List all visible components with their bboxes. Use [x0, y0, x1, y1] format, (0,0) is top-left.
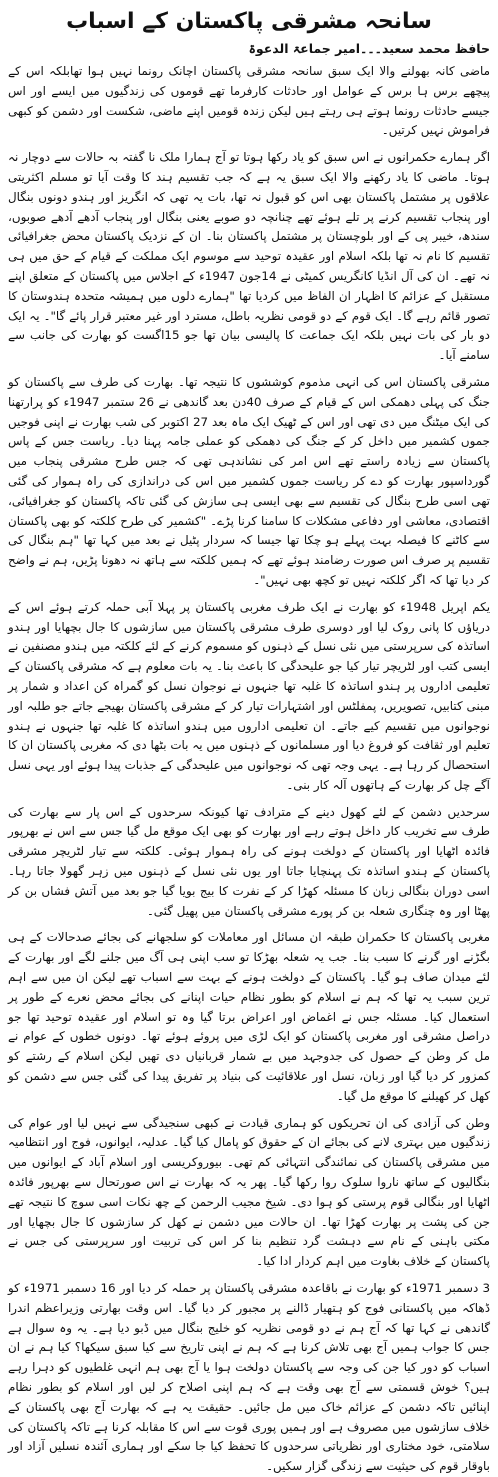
article-headline: سانحہ مشرقی پاکستان کے اسباب — [66, 9, 432, 34]
paragraph-gap — [8, 591, 490, 598]
paragraph-gap — [8, 141, 490, 148]
article-body — [7, 62, 491, 1474]
paragraph: مغربی پاکستان کا حکمران طبقہ ان مسائل اور معاملات کو سلجھانے کی بجائے صدحالات کے ہی بگڑنے اور گرنے کا سبب بنا۔ جب یہ شعلہ بھڑکا تو سب اپنی ہی آگ میں جلنے لگے اور بھارت کے لئے میدان صاف ہو گیا۔ پاکستان کے دولخت ہونے کے بہت سے اسباب تھے لیکن ان میں سے اہم ترین سبب یہ تھا کہ ہم نے اسلام کو بطور نظام حیات اپنانے کی بجائے محض نعرے کے طور پر استعمال کیا۔ مسئلہ جس نے اغماض اور اعراض برتا گیا وہ تو اسلام اور عقیدہ توحید تھا جو دراصل مشرقی اور مغربی پاکستان کو ایک لڑی میں پروئے ہوئے تھا۔ دونوں خطوں کے عوام نے مل کر وطن کے حصول کی جدوجہد میں بے شمار قربانیاں دی تھیں لیکن اسلام کے رشتے کو کمزور کر دیا گیا اور زبان، نسل اور علاقائیت کی بنیاد پر تفریق پیدا کی گئی جس سے دشمن کو کھل کر کھیلنے کا موقع مل گیا۔ — [8, 930, 490, 1103]
paragraph: اگر ہمارے حکمرانوں نے اس سبق کو یاد رکھا ہوتا تو آج ہمارا ملک نا گفتہ بہ حالات سے دوچار نہ ہوتا۔ ماضی کا یاد رکھنے والا ایک سبق یہ ہے کہ جب تقسیم ہند کا وقت آیا تو مسلم اکثریتی علاقوں پر مشتمل پاکستان بھی اس کو قبول نہ تھا، بات یہ تھی کہ انگریز اور ہندو دونوں بنگال اور پنجاب تقسیم کرنے پر تلے ہوئے تھے چنانچہ دو صوبے یعنی بنگال اور پنجاب آدھے آدھے صوبوں، سندھ، خیبر پی کے اور بلوچستان پر مشتمل پاکستان بنا۔ ان کے نزدیک پاکستان محض جغرافیائی تقسیم کا نام نہ تھا بلکہ اسلام اور عقیدہ توحید سے موسوم ایک مملکت کے قیام کے حق میں ہی نہ تھے۔ ان کی آل انڈیا کانگریس کمیٹی نے 14جون 1947ء کے اجلاس میں پاکستان کے متعلق اپنے مستقبل کے عزائم کا اظہار ان الفاظ میں کردیا تھا "ہمارے دلوں میں ہمیشہ متحدہ ہندوستان کا تصور قائم رہے گا۔ ایک قوم کے دو قومی نظریہ باطل، مسترد اور غیر معتبر قرار پائے گا"۔ یہ ایک دو بار کی بات نہیں بلکہ ایک جماعت کا پالیسی بیان تھا جو 15اگست کو بھارت کی جانب سے سامنے آیا۔ — [8, 150, 490, 363]
paragraph-gap — [8, 1272, 490, 1279]
paragraph: سرحدیں دشمن کے لئے کھول دینے کے مترادف تھا کیونکہ سرحدوں کے اس پار سے بھارت کی طرف سے تخریب کار داخل ہوتے رہے اور بھارت کو بھی ایک موقع مل گیا جس سے اس نے بھرپور فائدہ اٹھایا اور پاکستان کے دولخت ہونے کی راہ ہموار ہوئی۔ کلکتہ سے تیار لٹریچر مشرقی پاکستان کے ہندو اساتذہ تک پہنچایا جاتا اور یوں نئی نسل کے ذہنوں میں زہر گھولا جاتا رہا۔ اسی دوران بنگالی زبان کا مسئلہ کھڑا کر کے نفرت کا بیج بویا گیا جو بعد میں آتش فشاں بن کر پھٹا اور وہ چنگاری شعلہ بن کر پورے مشرقی پاکستان میں پھیل گئی۔ — [8, 804, 490, 918]
paragraph-gap — [8, 921, 490, 928]
paragraph-gap — [8, 366, 490, 373]
paragraph-gap — [8, 796, 490, 803]
paragraph: 3 دسمبر 1971ء کو بھارت نے باقاعدہ مشرقی پاکستان پر حملہ کر دیا اور 16 دسمبر 1971ء کو ڈھاکہ میں پاکستانی فوج کو ہتھیار ڈالنے پر مجبور کر دیا گیا۔ اس وقت بھارتی وزیراعظم اندرا گاندھی نے کہا تھا کہ آج ہم نے دو قومی نظریہ کو خلیج بنگال میں ڈبو دیا ہے۔ یہ وہ سوال ہے جس کا جواب ہمیں آج بھی تلاش کرنا ہے کہ ہم نے اپنی تاریخ سے کیا سبق سیکھا؟ کیا ہم نے ان اسباب کو دور کیا جن کی وجہ سے پاکستان دولخت ہوا یا آج بھی ہم انہی غلطیوں کو دہرا رہے ہیں؟ خوش قسمتی سے آج بھی وقت ہے کہ ہم اپنی اصلاح کر لیں اور اسلام کو بطور نظام اپنائیں تاکہ دشمن کے عزائم خاک میں مل جائیں۔ حقیقت یہ ہے کہ بھارت آج بھی پاکستان کے خلاف سازشوں میں مصروف ہے اور ہمیں پوری قوت سے اس کا مقابلہ کرنا ہے تاکہ پاکستان کی سلامتی، خود مختاری اور نظریاتی سرحدوں کا تحفظ کیا جا سکے اور ہماری آئندہ نسلیں آزاد اور باوقار قوم کی حیثیت سے زندگی گزار سکیں۔ — [8, 1281, 491, 1474]
paragraph: مشرقی پاکستان اس کی انہی مذموم کوششوں کا نتیجہ تھا۔ بھارت کی طرف سے پاکستان کو جنگ کی پہلی دھمکی اس کے قیام کے صرف 40دن بعد گاندھی نے 26 ستمبر 1947ء کو پرارتھنا کی ایک میٹنگ میں دی تھی اور اس کے ٹھیک ایک ماہ بعد 27 اکتوبر کی شب بھارت نے اپنی فوجیں جموں کشمیر میں داخل کر کے جنگ کی دھمکی کو عملی جامہ پہنا دیا۔ ریاست جس کے پاس پاکستان سے زیادہ راستے تھے اس امر کی نشاندہی تھی کہ جس طرح مشرقی پنجاب میں گورداسپور بھارت کو دے کر ریاست جموں کشمیر میں اس کی دراندازی کی راہ ہموار کی گئی تھی اسی طرح بنگال کی تقسیم سے بھی ایسی ہی سازش کی گئی تاکہ پاکستان کو جغرافیائی، اقتصادی، معاشی اور دفاعی مشکلات کا سامنا کرنا پڑے۔ "کشمیر کی طرح کلکتہ کو بھی پاکستان سے کاٹنے کا فیصلہ بہت پہلے ہو چکا تھا جیسا کہ سردار پٹیل نے بعد میں کہا تھا "ہم بنگال کی تقسیم پر صرف اس صورت رضامند ہوئے تھے کہ ہمیں کلکتہ سے ہاتھ نہ دھونا پڑیں، ہم نے واضح کر دیا تھا کہ اگر کلکتہ نہیں تو کچھ بھی نہیں"۔ — [8, 374, 490, 587]
paragraph-gap — [8, 1107, 490, 1114]
paragraph: یکم اپریل 1948ء کو بھارت نے ایک طرف مغربی پاکستان پر پہلا آبی حملہ کرتے ہوئے اس کے دریاؤں کا پانی روک لیا اور دوسری طرف مشرقی پاکستان میں سازشوں کا جال بچھایا اور ہندو اساتذہ کی سرپرستی میں نئی نسل کے ذہنوں کو مسموم کرنے کے لئے کلکتہ میں ہندو مصنفین نے ایسی کتب اور لٹریچر تیار کیا جو علیحدگی کا باعث بنا۔ یہ بات معلوم ہے کہ مشرقی پاکستان کے تعلیمی اداروں پر ہندو اساتذہ کا غلبہ تھا جنہوں نے نوجوان نسل کو گمراہ کن اعداد و شمار پر مبنی کتابیں، تصویریں، پمفلٹس اور اشتہارات تیار کر کے مشرقی پاکستان بھیجے جاتے جو طلبہ اور نوجوانوں میں تقسیم کیے جاتے۔ ان تعلیمی اداروں میں ہندو اساتذہ کا غلبہ تھا جنہوں نے ہندو تعلیم اور ثقافت کو فروغ دیا اور مسلمانوں کے ذہنوں میں یہ بات بٹھا دی کہ مغربی پاکستان ان کا استحصال کر رہا ہے۔ یہی وجہ تھی کہ نوجوانوں میں علیحدگی کے جذبات پیدا ہوئے اور یہی نسل آگے چل کر بھارت کے ہاتھوں آلہ کار بنی۔ — [7, 599, 491, 792]
paragraph: وطن کی آزادی کی ان تحریکوں کو ہماری قیادت نے کبھی سنجیدگی سے نہیں لیا اور عوام کی زندگیوں میں بہتری لانے کی بجائے ان کے حقوق کو پامال کیا گیا۔ عدلیہ، ایوانوں، فوج اور انتظامیہ میں مشرقی پاکستان کی نمائندگی انتہائی کم تھی۔ بیوروکریسی اور اسلام آباد کے ایوانوں میں بنگالیوں کے ساتھ ناروا سلوک روا رکھا گیا۔ پھر یہ کہ بھارت نے اس صورتحال سے بھرپور فائدہ اٹھایا اور بنگالی قوم پرستی کو ہوا دی۔ شیخ مجیب الرحمن کے چھ نکات اسی سوچ کا نتیجہ تھے جن کی پشت پر بھارت کھڑا تھا۔ ان حالات میں دشمن نے کھل کر سازشوں کا جال بچھایا اور مکتی باہنی کے نام سے دہشت گرد تنظیم بنا کر اس کی تربیت اور سرپرستی کی جس نے پاکستان کے خلاف بغاوت میں اہم کردار ادا کیا۔ — [8, 1115, 490, 1269]
article-byline: حافظ محمد سعید۔۔۔امیر جماعۃ الدعوۃ — [248, 41, 490, 56]
paragraph: ماضی کانہ بھولنے والا ایک سبق سانحہ مشرقی پاکستان اچانک رونما نہیں ہوا تھابلکہ اس کے پیچھے برس ہا برس کے عوامل اور حادثات کارفرما تھے قوموں کی زندگیوں میں ایسے اور اس جیسے حادثات رونما ہوتے ہی رہتے ہیں لیکن زندہ قومیں اپنے ماضی، شکست اور دشمن کو کبھی فراموش نہیں کرتیں۔ — [8, 64, 490, 138]
